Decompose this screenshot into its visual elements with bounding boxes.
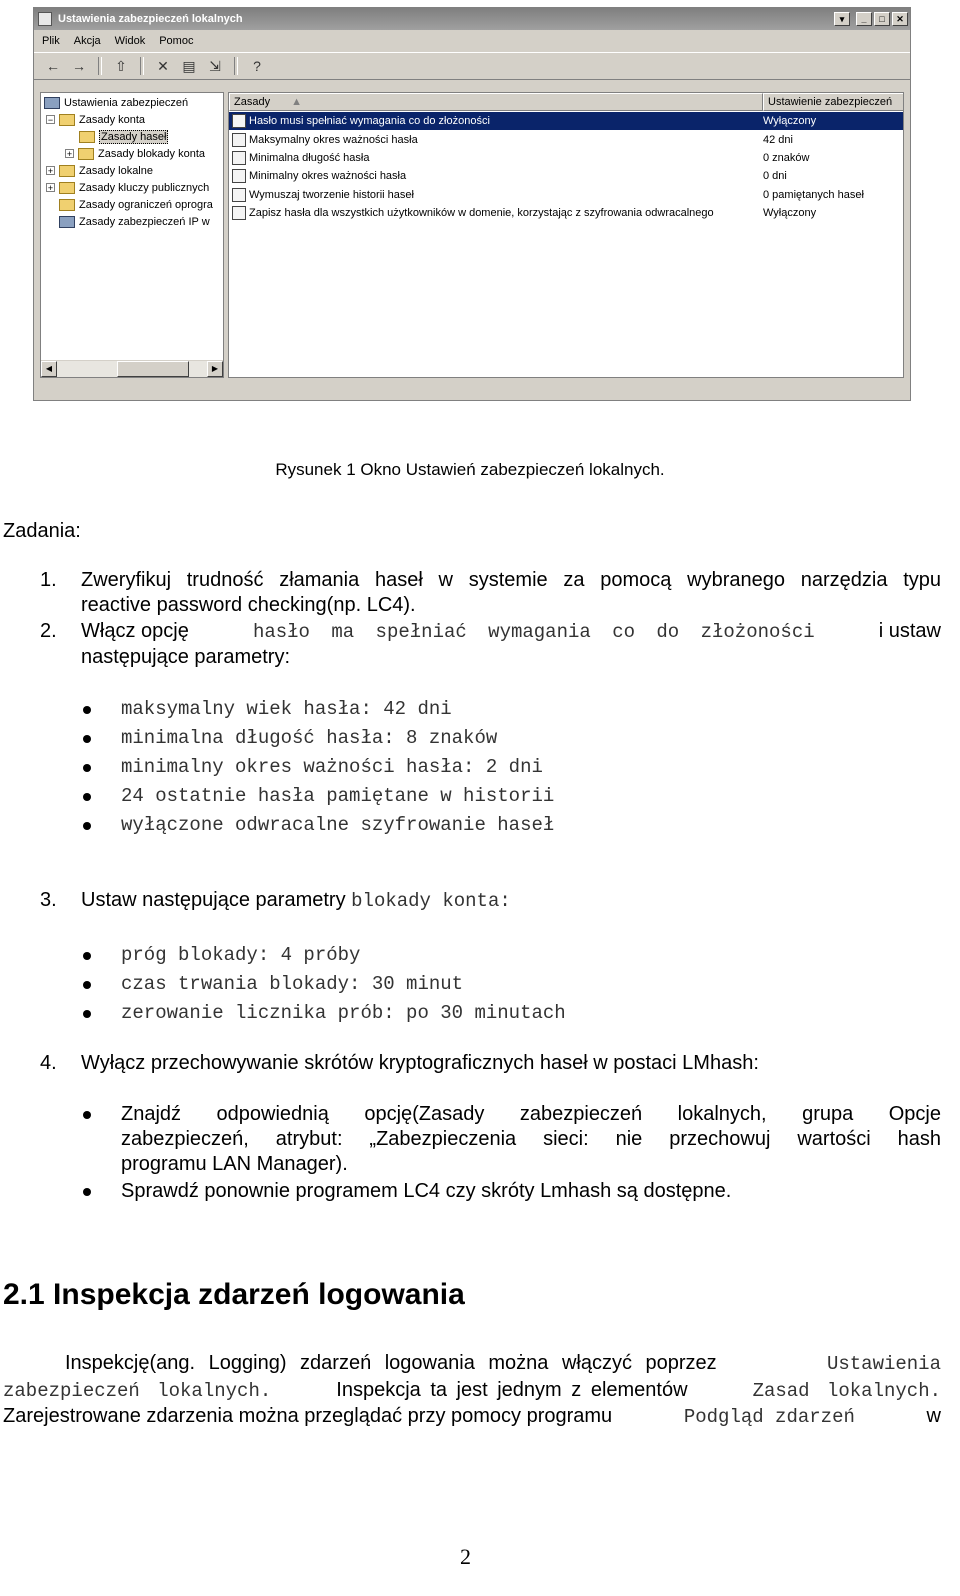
policy-icon	[232, 206, 246, 220]
policy-icon	[232, 169, 246, 183]
expand-icon[interactable]: +	[47, 166, 54, 176]
scroll-left-arrow-icon[interactable]: ◀	[41, 361, 57, 377]
bullet-icon	[83, 706, 91, 714]
ip-security-icon	[59, 216, 75, 228]
task-2-number: 2.	[40, 620, 57, 642]
close-button[interactable]: ✕	[892, 12, 908, 26]
system-menu-icon[interactable]: ▾	[834, 12, 850, 26]
bullet-icon	[83, 735, 91, 743]
toolbar-separator	[140, 57, 144, 75]
folder-icon	[59, 165, 75, 177]
task-2-suffix: i ustaw	[878, 620, 941, 642]
task-4-bullet-1-line-1: Znajdź odpowiednią opcję(Zasady zabezpieczeń lokalnych, grupa Opcje	[121, 1103, 941, 1125]
bullet-icon	[83, 793, 91, 801]
menu-akcja[interactable]: Akcja	[73, 35, 101, 47]
maximize-button[interactable]: □	[874, 12, 890, 26]
tree-item-local-policies[interactable]: + Zasady lokalne	[47, 164, 153, 177]
tree-item-software-restriction-policies[interactable]: Zasady ograniczeń oprogra	[59, 196, 213, 213]
tree-pane[interactable]	[40, 92, 224, 378]
task-2-option-name: hasło ma spełniać wymagania co do złożoności	[252, 621, 815, 643]
help-icon[interactable]: ?	[253, 58, 261, 74]
task-2-item: 24 ostatnie hasła pamiętane w historii	[121, 785, 555, 807]
policy-row[interactable]: Hasło musi spełniać wymagania co do złożoności Wyłączony	[229, 112, 903, 130]
tree-item-security-settings[interactable]: Ustawienia zabezpieczeń	[44, 94, 188, 111]
menu-widok[interactable]: Widok	[114, 35, 146, 47]
folder-icon	[79, 131, 95, 143]
tree-item-account-lockout-policy[interactable]: + Zasady blokady konta	[66, 147, 206, 160]
forward-arrow-icon[interactable]: →	[72, 58, 86, 74]
policy-icon	[232, 114, 246, 128]
policy-icon	[232, 188, 246, 202]
bullet-icon	[83, 952, 91, 960]
toolbar-separator	[234, 57, 238, 75]
bullet-icon	[83, 822, 91, 830]
bullet-icon	[83, 1010, 91, 1018]
folder-icon	[59, 182, 75, 194]
task-3-prefix: Ustaw następujące parametry	[81, 889, 346, 911]
task-2-line-2: następujące parametry:	[81, 646, 291, 668]
minimize-button[interactable]: _	[856, 12, 872, 26]
sort-ascending-icon: ▲	[291, 96, 303, 108]
task-2-item: minimalny okres ważności hasła: 2 dni	[121, 756, 543, 778]
bullet-icon	[83, 1111, 91, 1119]
folder-icon	[59, 114, 75, 126]
title-bar[interactable]	[34, 8, 910, 30]
task-4-text: Wyłącz przechowywanie skrótów kryptograficznych haseł w postaci LMhash:	[81, 1052, 759, 1074]
tree-item-account-policies[interactable]: − Zasady konta	[47, 113, 146, 126]
task-3-line	[81, 889, 511, 912]
task-3-item: zerowanie licznika prób: po 30 minutach	[121, 1002, 566, 1024]
tree-horizontal-scrollbar[interactable]	[41, 360, 223, 377]
task-3-option-name: blokady konta:	[351, 890, 511, 912]
task-1-line-2: reactive password checking(np. LC4).	[81, 594, 416, 616]
task-2-item: maksymalny wiek hasła: 42 dni	[121, 698, 452, 720]
task-2-item: minimalna długość hasła: 8 znaków	[121, 727, 498, 749]
menu-bar	[34, 30, 910, 52]
section-line-3: Zarejestrowane zdarzenia można przeglądać przy pomocy programu Podgląd zdarzeń w	[3, 1405, 941, 1428]
policy-icon	[232, 133, 246, 147]
policy-list-pane[interactable]	[228, 92, 904, 378]
tree-item-ip-security-policies[interactable]: Zasady zabezpieczeń IP w	[59, 213, 210, 230]
tasks-heading: Zadania:	[3, 520, 81, 542]
tree-item-password-policy[interactable]: Zasady haseł	[79, 128, 168, 145]
task-1-number: 1.	[40, 569, 57, 591]
status-bar	[40, 382, 904, 394]
tree-item-public-key-policies[interactable]: + Zasady kluczy publicznych	[47, 181, 210, 194]
policy-icon	[232, 151, 246, 165]
toolbar	[34, 52, 910, 80]
section-line-2: zabezpieczeń lokalnych. Inspekcja ta jest jednym z elementów Zasad lokalnych.	[3, 1379, 941, 1402]
delete-icon[interactable]: ✕	[157, 57, 169, 74]
scroll-thumb[interactable]	[117, 361, 189, 377]
policy-row[interactable]: Maksymalny okres ważności hasła 42 dni	[229, 131, 903, 149]
folder-icon	[78, 148, 94, 160]
toolbar-separator	[98, 57, 102, 75]
collapse-icon[interactable]: −	[47, 115, 54, 125]
task-3-item: czas trwania blokady: 30 minut	[121, 973, 464, 995]
task-3-item: próg blokady: 4 próby	[121, 944, 361, 966]
task-2-line-1	[81, 620, 941, 643]
task-2-prefix: Włącz opcję	[81, 620, 189, 642]
expand-icon[interactable]: +	[47, 183, 54, 193]
export-list-icon[interactable]: ⇲	[209, 57, 221, 74]
policy-row[interactable]: Wymuszaj tworzenie historii haseł 0 pamiętanych haseł	[229, 186, 903, 204]
task-3-number: 3.	[40, 889, 57, 911]
window-title: Ustawienia zabezpieczeń lokalnych	[58, 13, 243, 25]
task-4-number: 4.	[40, 1052, 57, 1074]
bullet-icon	[83, 981, 91, 989]
task-4-bullet-1-line-2: zabezpieczeń, atrybut: „Zabezpieczenia sieci: nie przechowuj wartości hash	[121, 1128, 941, 1150]
policy-row[interactable]: Minimalny okres ważności hasła 0 dni	[229, 167, 903, 185]
section-line-1: Inspekcję(ang. Logging) zdarzeń logowania można włączyć poprzez Ustawienia	[65, 1352, 941, 1375]
bullet-icon	[83, 1188, 91, 1196]
folder-icon	[59, 199, 75, 211]
menu-plik[interactable]: Plik	[42, 35, 60, 47]
scroll-right-arrow-icon[interactable]: ▶	[207, 361, 223, 377]
task-2-item: wyłączone odwracalne szyfrowanie haseł	[121, 814, 555, 836]
app-icon	[38, 12, 52, 26]
menu-pomoc[interactable]: Pomoc	[159, 35, 194, 47]
bullet-icon	[83, 764, 91, 772]
task-4-bullet-1-line-3: programu LAN Manager).	[121, 1153, 348, 1175]
page-number: 2	[460, 1544, 471, 1569]
policy-row[interactable]: Minimalna długość hasła 0 znaków	[229, 149, 903, 167]
task-1-line-1: Zweryfikuj trudność złamania haseł w systemie za pomocą wybranego narzędzia typu	[81, 569, 941, 591]
back-arrow-icon[interactable]: ←	[46, 58, 60, 74]
column-header-setting[interactable]: Ustawienie zabezpieczeń	[763, 93, 904, 111]
properties-icon[interactable]: ▤	[182, 57, 196, 74]
section-heading: 2.1 Inspekcja zdarzeń logowania	[3, 1278, 465, 1311]
local-security-settings-window	[33, 7, 911, 401]
figure-caption: Rysunek 1 Okno Ustawień zabezpieczeń lokalnych.	[275, 460, 665, 479]
expand-icon[interactable]: +	[66, 149, 73, 159]
policy-row[interactable]: Zapisz hasła dla wszystkich użytkowników w domenie, korzystając z szyfrowania odwracalnego Wyłączony	[229, 204, 903, 222]
up-folder-icon[interactable]: ⇧	[115, 57, 127, 74]
task-4-bullet-2: Sprawdź ponownie programem LC4 czy skróty Lmhash są dostępne.	[121, 1180, 732, 1202]
computer-icon	[44, 97, 60, 109]
column-header-policy[interactable]: Zasady ▲	[229, 93, 763, 111]
